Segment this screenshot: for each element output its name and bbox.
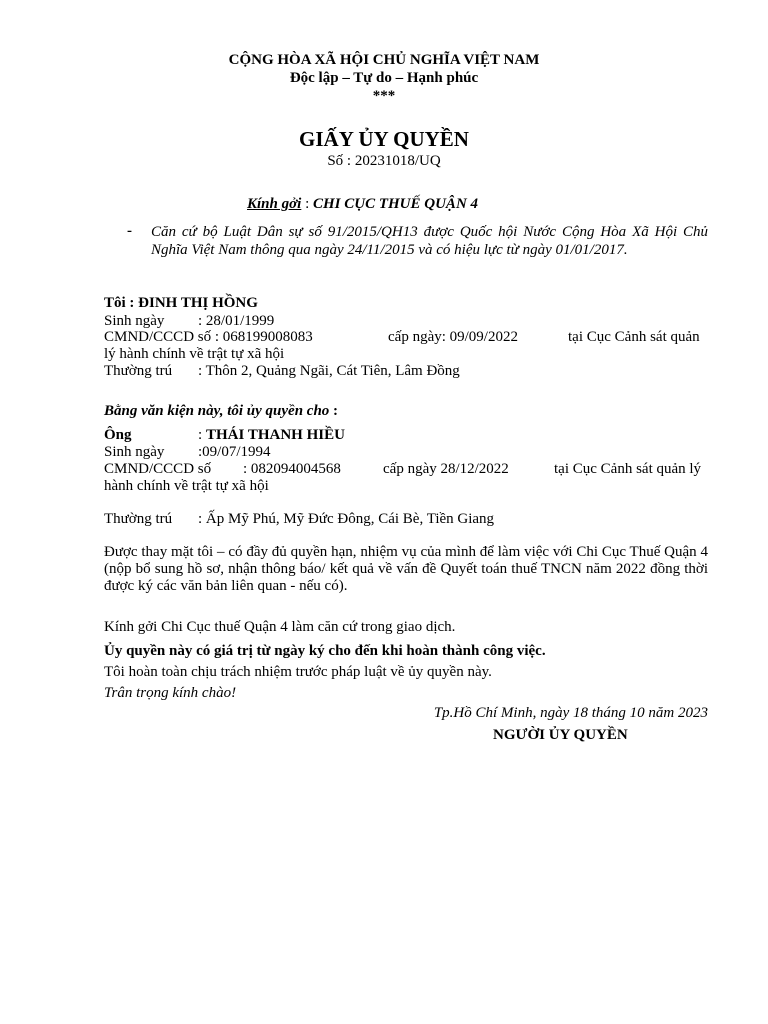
delegation-colon: : <box>329 403 339 419</box>
grantee-residence-value: : Ấp Mỹ Phú, Mỹ Đức Đông, Cái Bè, Tiền Giang <box>198 511 495 527</box>
closing-line: Kính gởi Chi Cục thuế Quận 4 làm căn cứ trong giao dịch. <box>104 619 456 635</box>
grantee-dob-label: Sinh ngày <box>104 444 165 460</box>
grantor-dob-label: Sinh ngày <box>104 313 165 329</box>
grantee-issue-date: cấp ngày 28/12/2022 <box>383 461 509 477</box>
validity-statement: Ủy quyền này có giá trị từ ngày ký cho đến khi hoàn thành công việc. <box>104 643 546 659</box>
grantor-issue-place: tại Cục Cảnh sát quản <box>568 329 700 345</box>
basis-text: Căn cứ bộ Luật Dân sự số 91/2015/QH13 được Quốc hội Nước Cộng Hòa Xã Hội Chủ Nghĩa Việt Nam thông qua ngày 24/11/2015 và có hiệu lực từ ngày 01/01/2017. <box>151 224 708 258</box>
document-number: Số : 20231018/UQ <box>327 153 441 169</box>
basis-bullet: - <box>127 223 132 239</box>
grantor-dob-value: : 28/01/1999 <box>198 313 275 329</box>
grantee-id-value: : 082094004568 <box>243 461 341 477</box>
grantee-id-label: CMND/CCCD số <box>104 461 212 477</box>
grantee-issue-place: tại Cục Cảnh sát quản lý <box>554 461 702 477</box>
signature-role: NGƯỜI ỦY QUYỀN <box>493 727 628 743</box>
grantor-id: CMND/CCCD số : 068199008083 <box>104 329 313 345</box>
grantee-name-prefix: : <box>198 427 206 443</box>
responsibility-statement: Tôi hoàn toàn chịu trách nhiệm trước pháp luật về ủy quyền này. <box>104 664 492 680</box>
recipient-separator: : <box>301 196 313 212</box>
motto: Độc lập – Tự do – Hạnh phúc <box>289 70 479 86</box>
delegation-intro-line <box>104 403 708 420</box>
grantee-residence-label: Thường trú <box>104 511 173 527</box>
delegation-intro: Bằng văn kiện này, tôi ủy quyền cho <box>104 403 330 419</box>
recipient-line <box>247 196 478 213</box>
signature-place-date: Tp.Hồ Chí Minh, ngày 18 tháng 10 năm 2023 <box>433 705 708 721</box>
document-title: GIẤY ỦY QUYỀN <box>299 127 469 151</box>
recipient-label: Kính gởi <box>247 196 302 212</box>
grantor-intro: Tôi : ĐINH THỊ HỒNG <box>104 295 258 311</box>
recipient-name: CHI CỤC THUẾ QUẬN 4 <box>313 196 479 212</box>
grantor-residence-value: : Thôn 2, Quảng Ngãi, Cát Tiên, Lâm Đồng <box>198 363 460 379</box>
regards: Trân trọng kính chào! <box>104 685 237 701</box>
scope-text: Được thay mặt tôi – có đầy đủ quyền hạn, nhiệm vụ của mình để làm việc với Chi Cục Thuế Quận 4 (nộp bổ sung hồ sơ, nhận thông báo/ kết quả về vấn đề Quyết toán thuế TNCN năm 2022 đồng thời được ký các văn bản liên quan - nếu có). <box>104 544 708 594</box>
grantee-title: Ông <box>104 427 132 443</box>
motto-stars: *** <box>372 88 396 104</box>
grantee-issue-place-cont: hành chính về trật tự xã hội <box>104 478 269 494</box>
grantor-issue-date: cấp ngày: 09/09/2022 <box>388 329 518 345</box>
grantee-name: THÁI THANH HIỀU <box>206 427 345 443</box>
grantor-issue-place-cont: lý hành chính về trật tự xã hội <box>104 346 285 362</box>
grantee-dob-value: :09/07/1994 <box>198 444 271 460</box>
nation-heading: CỘNG HÒA XÃ HỘI CHỦ NGHĨA VIỆT NAM <box>228 52 540 68</box>
grantor-residence-label: Thường trú <box>104 363 173 379</box>
